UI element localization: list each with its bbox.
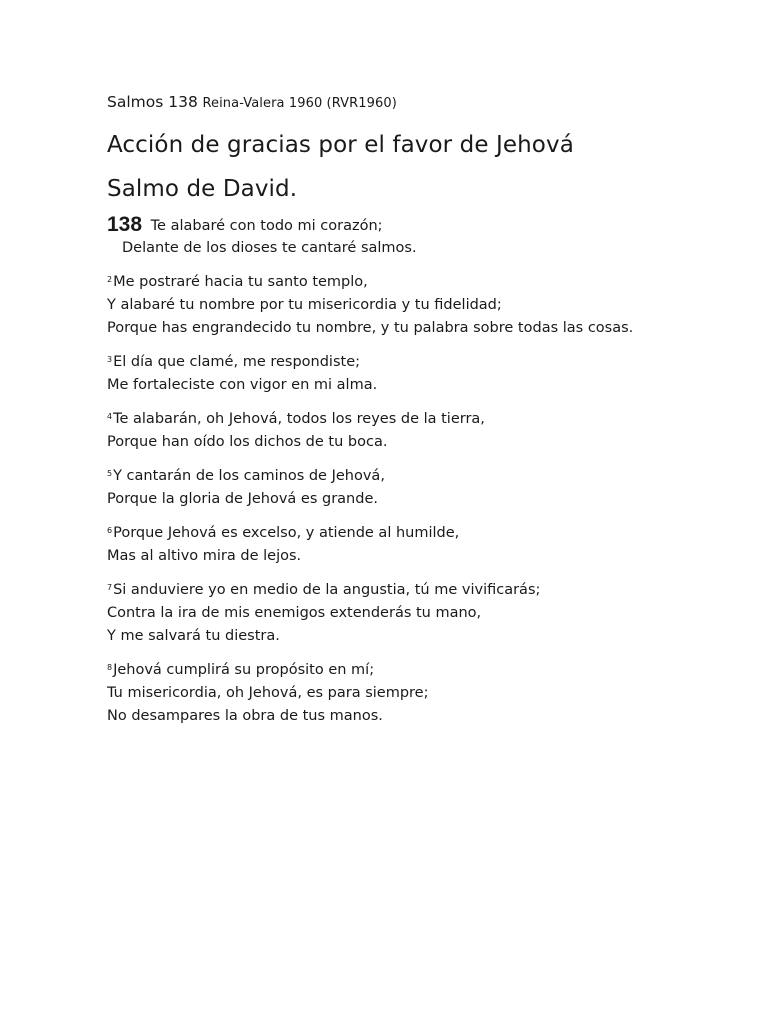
verse-number: 2	[107, 275, 113, 284]
verse-number: 3	[107, 355, 113, 364]
verse-2	[107, 271, 727, 340]
verse-line: Delante de los dioses te cantaré salmos.	[122, 240, 417, 256]
verse-line	[107, 271, 727, 294]
verse-line	[107, 351, 727, 374]
verse-line: Y alabaré tu nombre por tu misericordia y tu fidelidad;	[107, 297, 502, 313]
verse-line: Porque la gloria de Jehová es grande.	[107, 491, 378, 507]
verse-1	[107, 214, 727, 260]
verse-line	[107, 408, 727, 431]
passage-header	[107, 92, 727, 114]
verse-line: Porque has engrandecido tu nombre, y tu palabra sobre todas las cosas.	[107, 320, 634, 336]
verse-number: 7	[107, 583, 113, 592]
verse-text: Porque Jehová es excelso, y atiende al humilde,	[113, 525, 460, 541]
document-page	[107, 92, 727, 728]
verse-line	[107, 465, 727, 488]
verse-line: Y me salvará tu diestra.	[107, 628, 280, 644]
verse-line: Contra la ira de mis enemigos extenderás tu mano,	[107, 605, 482, 621]
verse-line	[107, 659, 727, 682]
verse-line: Mas al altivo mira de lejos.	[107, 548, 302, 564]
verse-text: El día que clamé, me respondiste;	[113, 354, 361, 370]
verse-6	[107, 522, 727, 568]
verse-line	[107, 214, 727, 237]
verse-line	[107, 522, 727, 545]
chapter-number: 138	[107, 213, 143, 236]
psalm-superscription: Salmo de David.	[107, 176, 298, 202]
verse-text: Jehová cumplirá su propósito en mí;	[113, 662, 375, 678]
verse-line: Porque han oído los dichos de tu boca.	[107, 434, 388, 450]
verse-text: Y cantarán de los caminos de Jehová,	[113, 468, 385, 484]
book-reference: Salmos 138	[107, 93, 198, 111]
verse-text: Me postraré hacia tu santo templo,	[113, 274, 368, 290]
verse-number: 4	[107, 412, 113, 421]
verse-text: Te alabarán, oh Jehová, todos los reyes de la tierra,	[113, 411, 485, 427]
verse-3	[107, 351, 727, 397]
verse-8	[107, 659, 727, 728]
verse-text: Te alabaré con todo mi corazón;	[150, 218, 383, 234]
verse-number: 8	[107, 663, 113, 672]
verse-line	[107, 579, 727, 602]
verse-4	[107, 408, 727, 454]
verse-number: 5	[107, 469, 113, 478]
verse-line: Me fortaleciste con vigor en mi alma.	[107, 377, 378, 393]
verse-5	[107, 465, 727, 511]
verse-text: Si anduviere yo en medio de la angustia, tú me vivificarás;	[113, 582, 541, 598]
verse-line: No desampares la obra de tus manos.	[107, 708, 383, 724]
verse-number: 6	[107, 526, 113, 535]
section-heading: Acción de gracias por el favor de Jehová	[107, 132, 574, 158]
bible-version: Reina-Valera 1960 (RVR1960)	[202, 96, 397, 111]
verse-line: Tu misericordia, oh Jehová, es para siempre;	[107, 685, 429, 701]
verse-7	[107, 579, 727, 648]
